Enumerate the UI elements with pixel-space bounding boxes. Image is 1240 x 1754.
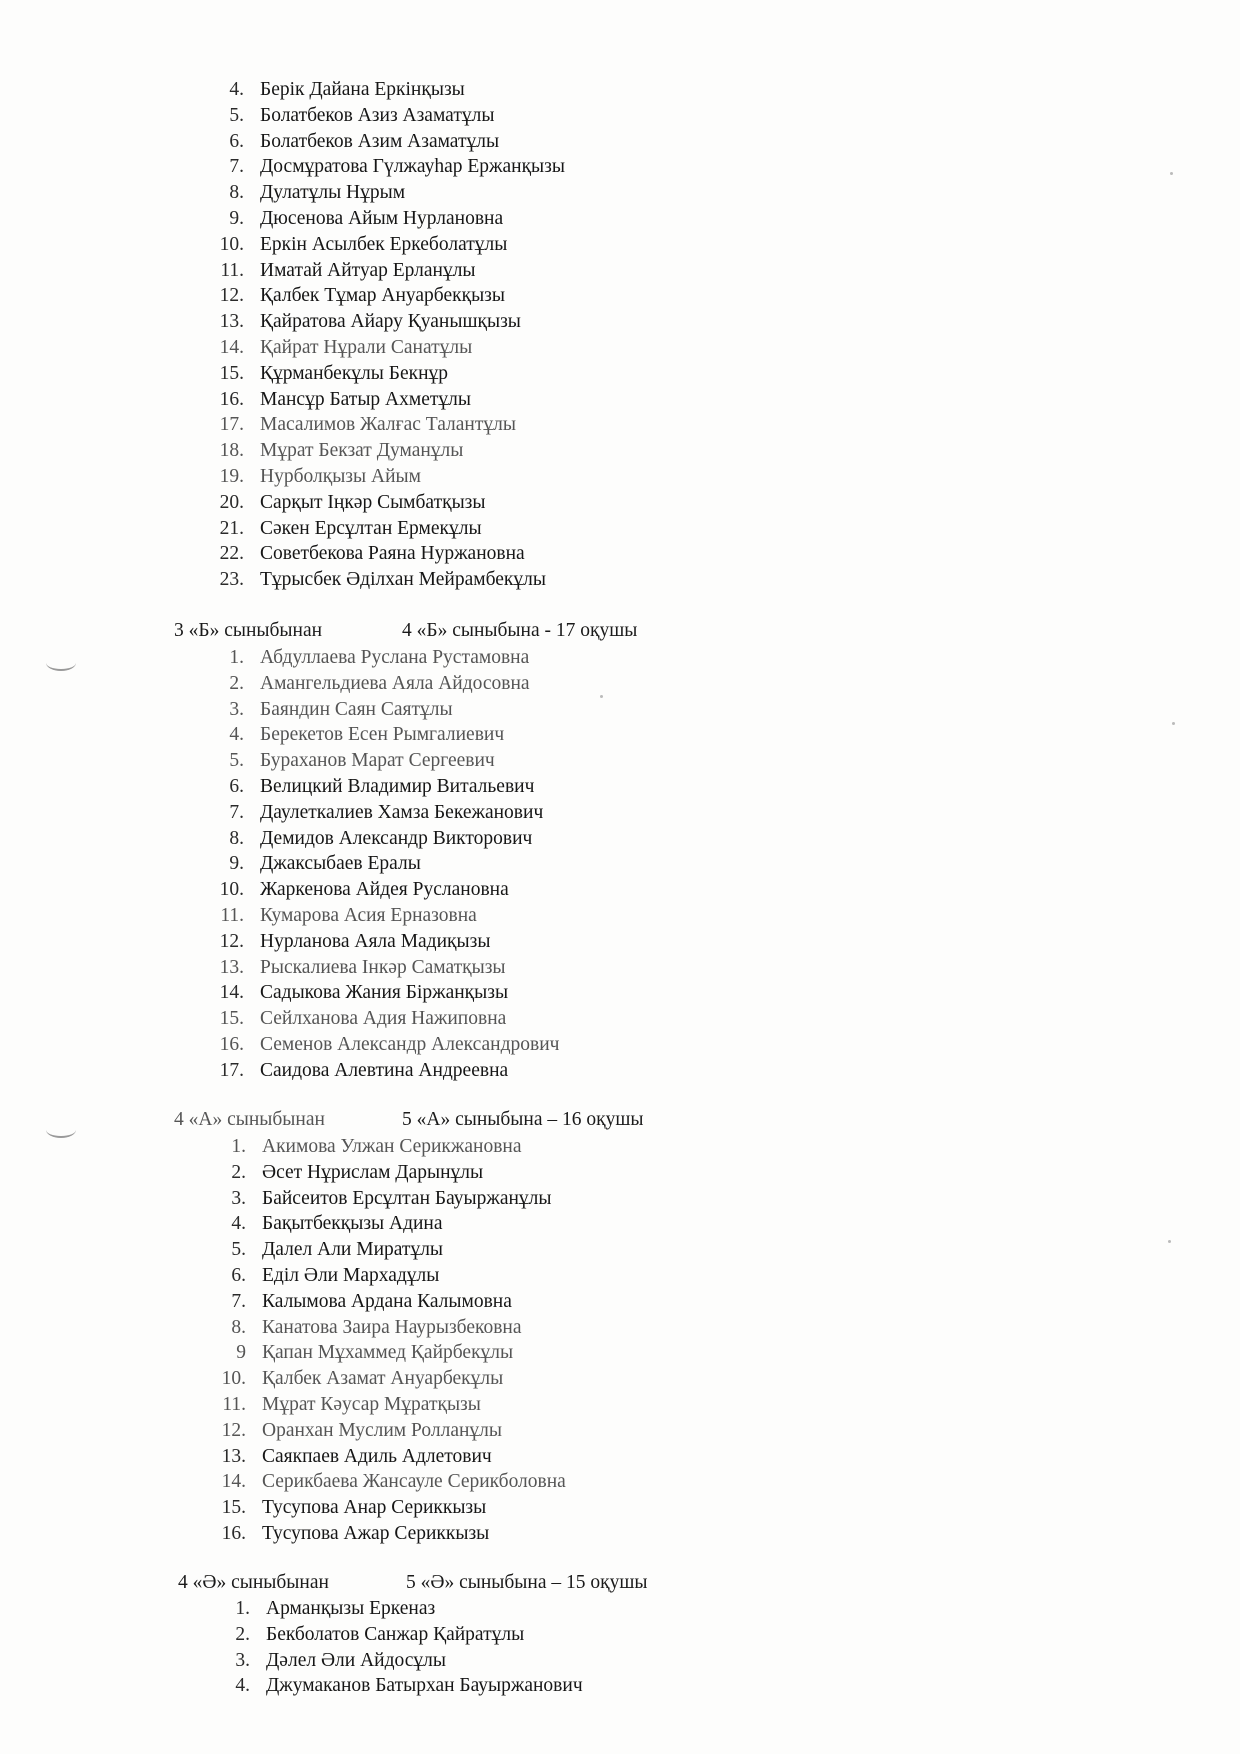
student-number: 4. [229,79,244,100]
student-row [200,877,559,903]
student-number: 9 [236,1342,246,1364]
student-name: Нурболқызы Айым [260,465,421,487]
section3-to-class: 5 «А» сыныбына – 16 оқушы [402,1109,644,1130]
student-number: 3. [231,1187,246,1209]
student-list-section3 [202,1134,566,1547]
student-row [200,335,565,361]
student-name: Жаркенова Айдея Руслановна [260,879,509,901]
student-number: 4. [235,1675,250,1697]
student-row [200,980,559,1006]
student-list-section4 [206,1596,583,1699]
student-number: 12. [221,1419,246,1441]
student-row [206,1673,583,1699]
student-name: Семенов Александр Александрович [260,1033,560,1055]
student-name: Акимова Улжан Серикжановна [262,1136,522,1157]
student-name: Бекболатов Санжар Қайратұлы [266,1623,525,1645]
student-name: Болатбеков Азиз Азаматұлы [260,104,495,126]
student-list-section1 [200,77,565,593]
student-number: 7. [229,801,244,823]
student-name: Кумарова Асия Ерназовна [260,904,477,926]
student-name: Садыкова Жания Біржанқызы [260,982,509,1004]
student-number: 2. [235,1623,250,1645]
student-number: 3. [229,698,244,720]
student-number: 3. [235,1649,250,1671]
student-list-section2 [200,645,559,1084]
student-row [200,722,559,748]
student-name: Қайратова Айару Қуанышқызы [260,311,521,333]
student-number: 4. [229,724,244,746]
student-row [202,1134,566,1160]
student-number: 11. [220,259,244,281]
student-row [200,800,559,826]
student-number: 8. [229,182,244,204]
student-name: Болатбеков Азим Азаматұлы [260,130,500,152]
student-name: Джумаканов Батырхан Бауыржанович [266,1675,583,1697]
student-row [200,154,565,180]
student-name: Бураханов Марат Сергеевич [260,750,495,772]
student-row [202,1444,566,1470]
section4-heading [178,1570,647,1596]
student-name: Даулеткалиев Хамза Бекежанович [260,801,544,823]
student-name: Мансұр Батыр Ахметұлы [260,388,471,410]
student-name: Баяндин Саян Саятұлы [260,698,453,720]
student-name: Қалбек Азамат Ануарбекұлы [262,1368,504,1390]
student-name: Масалимов Жалғас Талантұлы [260,414,516,436]
student-row [202,1289,566,1315]
scan-speck [1168,1240,1171,1243]
student-name: Сарқыт Іңкәр Сымбатқызы [260,491,486,513]
student-number: 1. [229,647,244,668]
student-number: 6. [229,775,244,797]
student-name: Мұрат Кәусар Мұратқызы [262,1393,481,1415]
student-row [200,955,559,981]
student-row [202,1469,566,1495]
student-number: 7. [229,156,244,178]
student-name: Еділ Әли Мархадұлы [262,1264,440,1286]
student-number: 13. [221,1445,246,1467]
student-row [200,541,565,567]
student-number: 5. [231,1239,246,1261]
student-number: 23. [219,569,244,591]
student-name: Арманқызы Еркеназ [266,1598,436,1619]
student-row [200,516,565,542]
student-name: Оранхан Муслим Ролланұлы [262,1419,503,1441]
student-number: 2. [231,1161,246,1183]
student-name: Демидов Александр Викторович [260,827,533,849]
student-name: Саякпаев Адиль Адлетович [262,1445,492,1467]
student-number: 14. [221,1471,246,1493]
student-number: 6. [229,130,244,152]
student-row [200,851,559,877]
student-row [202,1237,566,1263]
student-row [200,206,565,232]
student-name: Советбекова Раяна Нуржановна [260,543,525,565]
student-number: 10. [221,1368,246,1390]
student-row [200,387,565,413]
section2-from-class: 3 «Б» сыныбынан [174,620,323,641]
student-row [202,1340,566,1366]
student-number: 5. [229,750,244,772]
punch-hole-mark [46,1122,76,1138]
student-row [202,1160,566,1186]
section3-from-class: 4 «А» сыныбынан [174,1109,325,1130]
student-name: Дулатұлы Нұрым [260,182,406,204]
student-name: Құрманбекұлы Бекнұр [260,362,449,384]
student-name: Қайрат Нұрали Санатұлы [260,336,473,358]
student-number: 17. [219,1059,244,1081]
student-row [200,180,565,206]
student-name: Берекетов Есен Рымгалиевич [260,724,505,746]
student-number: 15. [219,362,244,384]
student-name: Далел Али Миратұлы [262,1239,444,1261]
student-number: 11. [222,1393,246,1415]
student-row [200,929,559,955]
student-name: Еркін Асылбек Еркеболатұлы [260,233,508,255]
student-row [200,464,565,490]
student-number: 17. [219,414,244,436]
scan-speck [600,695,603,698]
student-row [200,258,565,284]
student-number: 14. [219,982,244,1004]
student-name: Мұрат Бекзат Думанұлы [260,440,464,462]
student-number: 14. [219,336,244,358]
student-number: 15. [221,1497,246,1519]
student-name: Досмұратова Гүлжауһар Ержанқызы [260,156,565,178]
student-row [202,1315,566,1341]
student-name: Дәлел Әли Айдосұлы [266,1649,446,1671]
student-number: 22. [219,543,244,565]
student-row [202,1263,566,1289]
student-row [200,567,565,593]
student-row [202,1392,566,1418]
student-name: Иматай Айтуар Ерланұлы [260,259,476,281]
student-row [202,1211,566,1237]
student-row [200,232,565,258]
student-number: 18. [219,440,244,462]
student-row [200,903,559,929]
student-number: 13. [219,956,244,978]
student-row [200,826,559,852]
student-name: Тусупова Ажар Сериккызы [262,1522,490,1544]
student-row [200,77,565,103]
student-name: Қалбек Тұмар Ануарбекқызы [260,285,505,307]
student-number: 9. [229,207,244,229]
student-number: 5. [229,104,244,126]
section4-from-class: 4 «Ә» сыныбынан [178,1572,329,1593]
student-row [200,1032,559,1058]
student-name: Саидова Алевтина Андреевна [260,1059,509,1081]
scan-speck [1172,722,1175,725]
student-row [200,748,559,774]
student-name: Джаксыбаев Ералы [260,853,421,875]
student-name: Сәкен Ерсұлтан Ермекұлы [260,517,482,539]
student-row [202,1186,566,1212]
student-name: Қапан Мұхаммед Қайрбекұлы [262,1342,514,1364]
student-number: 7. [231,1290,246,1312]
student-name: Амангельдиева Аяла Айдосовна [260,672,530,694]
student-name: Нурланова Аяла Мадиқызы [260,930,491,952]
student-number: 4. [231,1213,246,1235]
student-number: 15. [219,1008,244,1030]
punch-hole-mark [46,655,76,671]
student-row [202,1495,566,1521]
scan-speck [1170,172,1173,175]
student-number: 2. [229,672,244,694]
student-row [200,697,559,723]
student-number: 16. [219,388,244,410]
student-number: 8. [231,1316,246,1338]
student-row [200,103,565,129]
student-row [200,1058,559,1084]
student-row [202,1521,566,1547]
student-row [206,1622,583,1648]
student-name: Дюсенова Айым Нурлановна [260,207,504,229]
student-number: 9. [229,853,244,875]
section2-heading [174,618,637,644]
student-row [206,1596,583,1622]
section2-to-class: 4 «Б» сыныбына - 17 оқушы [402,620,638,641]
student-row [200,283,565,309]
student-number: 1. [235,1598,250,1619]
section3-heading [174,1107,643,1133]
student-row [200,645,559,671]
student-row [200,774,559,800]
student-number: 8. [229,827,244,849]
student-row [200,129,565,155]
student-row [200,671,559,697]
student-row [200,309,565,335]
student-number: 16. [221,1522,246,1544]
student-name: Сейлханова Адия Нажиповна [260,1008,507,1030]
student-name: Бақытбекқызы Адина [262,1213,443,1235]
student-name: Канатова Заира Наурызбековна [262,1316,522,1338]
student-name: Калымова Ардана Калымовна [262,1290,512,1312]
student-row [200,438,565,464]
student-number: 16. [219,1033,244,1055]
student-name: Берік Дайана Еркінқызы [260,79,465,100]
student-row [206,1648,583,1674]
student-number: 10. [219,879,244,901]
section4-to-class: 5 «Ә» сыныбына – 15 оқушы [406,1572,648,1593]
student-name: Абдуллаева Руслана Рустамовна [260,647,530,668]
student-number: 19. [219,465,244,487]
student-number: 12. [219,930,244,952]
student-name: Байсеитов Ерсұлтан Бауыржанұлы [262,1187,552,1209]
student-number: 21. [219,517,244,539]
student-number: 10. [219,233,244,255]
student-number: 6. [231,1264,246,1286]
student-name: Велицкий Владимир Витальевич [260,775,535,797]
student-number: 20. [219,491,244,513]
student-number: 12. [219,285,244,307]
student-number: 13. [219,311,244,333]
student-number: 1. [231,1136,246,1157]
student-row [200,412,565,438]
student-name: Рыскалиева Інкәр Саматқызы [260,956,506,978]
student-name: Серикбаева Жансауле Серикболовна [262,1471,566,1493]
student-row [200,490,565,516]
student-number: 11. [220,904,244,926]
student-row [200,1006,559,1032]
student-name: Әсет Нұрислам Дарынұлы [262,1161,484,1183]
student-row [202,1366,566,1392]
student-name: Тұрысбек Әділхан Мейрамбекұлы [260,569,546,591]
student-row [202,1418,566,1444]
student-name: Тусупова Анар Сериккызы [262,1497,487,1519]
student-row [200,361,565,387]
